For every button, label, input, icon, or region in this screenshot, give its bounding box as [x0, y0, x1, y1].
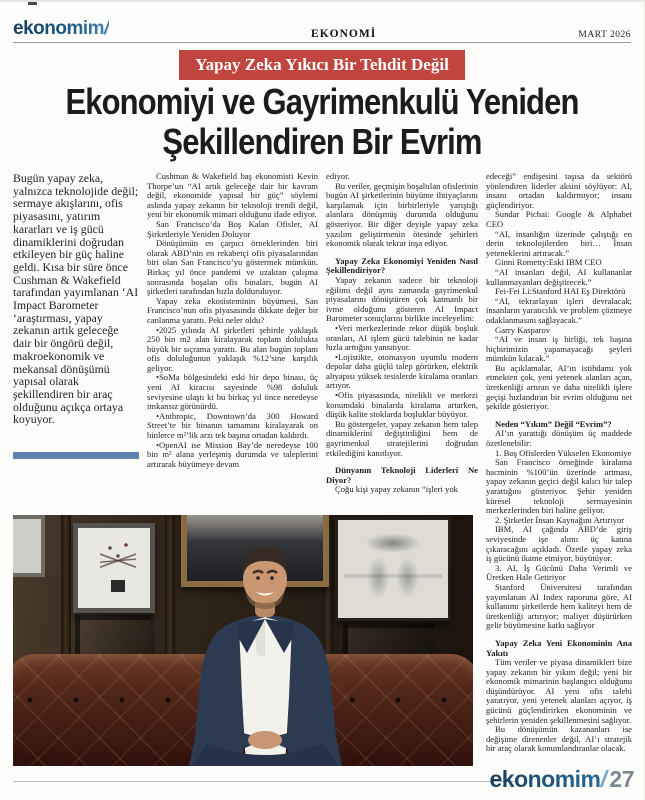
- header-divider: [13, 42, 631, 43]
- article-paragraph: Dönüşümün en çarpıcı örneklerinden biri olarak ABD’nin en rekabetçi ofis piyasalarından biri olan San Francisco’yu göstermek mümkün. Birkaç yıl önce pandemi ve uzaktan çalışma sonrasında boşalan ofis binaları, bugün AI şirketleri tarafından hızla dolduruluyor.: [147, 238, 318, 297]
- article-paragraph: Stanford Üniversitesi tarafından yayımlanan AI Index raporuna göre, AI kullanımı şirketlerde hem kaliteyi hem de üretkenliği artırıyor; maliyet düşürürken gelir büyümesine katkı sağlıyor: [486, 581, 632, 631]
- article-paragraph: “AI ve insan iş birliği, tek başına hiçbirimizin yapamayacağı şeyleri mümkün kılacak.”: [486, 334, 632, 364]
- article-paragraph: •Ofis piyasasında, nitelikli ve merkezi konumdaki binalarda kiralama artarken, düşük kalite stoklarda boşluklar büyüyor.: [326, 390, 478, 420]
- article-paragraph: Yapay Zeka Ekonomiyi Yeniden Nasıl Şekillendiriyor?: [326, 255, 478, 276]
- footer-brand: ekonomim: [489, 766, 601, 792]
- article-paragraph: edeceği” endişesini taşısa da sektörü yönlendiren liderler aksini söylüyor: AI, insanı ortadan kaldırmıyor; insanı güçlendiriyor.: [486, 171, 632, 210]
- article-paragraph: Garry Kasparov: [495, 324, 551, 335]
- footer-slash-icon: /: [600, 766, 607, 792]
- article-paragraph: Tüm veriler ve piyasa dinamikleri bize yapay zekanın bir yıkım değil; yeni bir ekonomik mimarinin başlangıcı olduğunu düşündürüyor. AI yeni ofis talebi yaratıyor, yeni yetenek alanları açıyor, iş gücünü güçlendirirken ekonominin ve şehirlerin yeniden şekillenmesini sağlıyor.: [486, 657, 632, 725]
- article-paragraph: “AI insanları değil, AI kullananlar kullanmayanları değiştirecek.”: [486, 266, 632, 287]
- headline-line-1: Ekonomiyi ve Gayrimenkulü Yeniden: [65, 81, 579, 122]
- article-paragraph: Çoğu kişi yapay zekanın “işleri yok: [335, 484, 458, 495]
- article-paragraph: AI’ın yarattığı dönüşüm üç maddede özetlenebilir:: [486, 428, 632, 449]
- article-paragraph: •SoMa bölgesindeki eski bir depo binası, üç yeni AI kiracısı sayesinde %98 doluluk seviyesine ulaştı ki bu birkaç yıl önce neredeyse imkansız görünürdü.: [147, 372, 318, 412]
- article-paragraph: IBM, AI çağında ABD’de giriş seviyesinde işe alımı üç katına çıkaracağını açıkladı. Özetle yapay zeka iş gücünü ikame etmiyor, büyütüyor.: [486, 524, 632, 564]
- article-paragraph: Bu dönüşümün kazananları ise değişime direnenler değil, AI’ı stratejik bir araç olarak konumlandıranlar olacak.: [486, 724, 632, 754]
- article-paragraph: San Francisco’da Boş Kalan Ofisler, AI Şirketleriyle Yeniden Doluyor: [147, 218, 318, 239]
- article-paragraph: Neden “Yıkım” Değil “Evrim”?: [495, 418, 612, 429]
- masthead-logo[interactable]: [13, 18, 109, 40]
- blue-divider-bar: [13, 452, 139, 459]
- masthead-wordmark: ekonomim: [13, 18, 105, 39]
- article-paragraph: Dünyanın Teknoloji Liderleri Ne Diyor?: [326, 465, 478, 485]
- article-paragraph: •Anthropic, Downtown’da 300 Howard Street’te bir binanın tamamını kiralayarak on binlerce m²’lik arzı tek başına ortadan kaldırdı.: [147, 410, 318, 441]
- issue-date: MART 2026: [578, 30, 631, 40]
- article-paragraph: Bu göstergeler, yapay zekanın hem talep dinamiklerini değiştirdiğini hem de gayrimenkul stratejilerini doğrudan etkilediğini kanıtlıyor.: [326, 418, 478, 458]
- article-paragraph: San Francisco örneğinde kiralama hacminin %100’ün üzerinde artması, yapay zekanın geçici değil kalıcı bir talep yarattığını gösteriyor. Şehir yeniden küresel teknoloji sermayesinin merkezlerinden biri haline geliyor.: [486, 457, 632, 516]
- article-paragraph: Cushman & Wakefield baş ekonomisti Kevin Thorpe’un “AI artık geleceğe dair bir kavram değil, ekonomide yapısal bir güç” söylemi aslında yapay zekanın bir teknoloji trendi değil, yeni bir ekonomik mimari olduğunu ifade ediyor.: [147, 171, 318, 220]
- seated-man: [173, 537, 358, 766]
- article-paragraph: Bu veriler, geçmişin boşaltılan ofislerinin bugün AI şirketlerinin büyüme ihtiyaçlarını karşılamak için birbirleriyle yarıştığı alanlara dönüşmüş durumda olduğunu gösteriyor. Bir diğer deyişle yapay zeka yazılım geliştirmenin ötesinde şehirleri ekonomik olarak tekrar inşa ediyor.: [326, 180, 478, 249]
- article-paragraph: •OpenAI ise Mission Bay’de neredeyse 100 bin m² alana yerleşmiş durumda ve taleplerini artırarak büyümeye devam: [147, 439, 318, 469]
- intro-paragraph: Bugün yapay zeka, yalnızca teknolojide değil; sermaye akışlarını, ofis piyasasını, yatırım kararları ve iş gücü dinamiklerini doğrudan etkileyen bir güç haline geldi. Kısa bir süre önce Cushman & Wakefield tarafından yayımlanan ‘AI Impact Barometer ‘araştırması, yapay zekanın artık geleceğe dair bir öngörü değil, makroekonomik ve mekansal dönüşümü yapısal olarak şekillendiren bir araç olduğunu açıkça ortaya koyuyor.: [13, 171, 139, 427]
- article-paragraph: Fei-Fei Li:Stanford HAI Eş Direktörü: [495, 286, 626, 297]
- article-headline: [45, 82, 599, 162]
- article-paragraph: Bu açıklamalar, AI’ın istihdamı yok etmekten çok, yeni yetenek alanları açan, üretkenliği artıran ve daha nitelikli işlere geçişi hızlandıran bir evrim olduğunu net şekilde gösteriyor.: [486, 362, 632, 412]
- article-paragraph: 2. Şirketler İnsan Kaynağını Artırıyor: [495, 514, 625, 525]
- article-paragraph: Yapay zekanın sadece bir teknoloji eğilimi değil aynı zamanda gayrimenkul piyasalarını dönüştüren çok katmanlı bir ivme olduğunu gösteren AI Impact Barometer sonuçlarını birlikte inceleyelim:: [326, 274, 478, 324]
- headline-line-2: Şekillendiren Bir Evrim: [162, 121, 482, 162]
- plant-pot: [111, 580, 125, 592]
- crop-mark: [28, 2, 37, 5]
- article-paragraph: ediyor.: [326, 171, 350, 181]
- article-paragraph: “AI, tekrarlayan işleri devralacak; insanların yaratıcılık ve problem çözmeye odaklanmasını sağlayacak.”: [486, 295, 632, 325]
- article-paragraph: Sundar Pichai: Google & Alphabet CEO: [486, 209, 632, 229]
- article-paragraph: 3. AI, İş Gücünü Daha Verimli ve Üretken Hale Getiriyor: [486, 562, 632, 583]
- article-paragraph: Ginni Rometty:Eski IBM CEO: [495, 257, 602, 268]
- article-paragraph: •Veri merkezlerinde rekor düşük boşluk oranları, AI işlem gücü talebinin ne kadar hızla arttığını yansıtıyor.: [326, 322, 478, 353]
- article-paragraph: 1. Boş Ofislerden Yükselen Ekonomiye: [495, 447, 632, 458]
- page-number: 27: [609, 766, 634, 792]
- footer-divider: [13, 781, 517, 782]
- masthead-slash-icon: /: [104, 18, 109, 39]
- picture-frame-plant: [73, 523, 155, 613]
- article-photo: [13, 515, 473, 766]
- text-column-3: [486, 172, 632, 754]
- article-paragraph: •Lojistikte, otomasyon uyumlu modern depolar daha güçlü talep görürken, elektrik altyapısı yüksek tesislerde kiralama oranları artıyor.: [326, 351, 478, 391]
- section-title: EKONOMİ: [311, 28, 377, 40]
- page-header: [13, 16, 631, 40]
- article-paragraph: Yapay Zeka Yeni Ekonominin Ana Yakıtı: [486, 637, 632, 658]
- kicker-banner: Yapay Zeka Yıkıcı Bir Tehdit Değil: [179, 50, 465, 80]
- sketch-art: [344, 526, 442, 612]
- footer-logo: [489, 766, 634, 793]
- article-paragraph: “AI, insanlığın üzerinde çalıştığı en derin teknolojilerden biri… İnsan yeteneklerini artıracak.”: [486, 228, 632, 258]
- plant-art: [100, 540, 136, 582]
- article-paragraph: •2025 yılında AI şirketleri şehirde yaklaşık 250 bin m2 alan kiralayarak toplam dolulukta büyük bir sıçrama yarattı. Bu alan bugün toplam ofis doluluğunun yaklaşık %12’sine karşılık geliyor.: [147, 324, 318, 373]
- article-paragraph: Yapay zeka ekosisteminin büyümesi, San Francisco’nun ofis piyasasında dikkate değer bir canlanma yarattı. Peki neler oldu?: [147, 295, 318, 325]
- picture-frame-partial: [13, 515, 45, 577]
